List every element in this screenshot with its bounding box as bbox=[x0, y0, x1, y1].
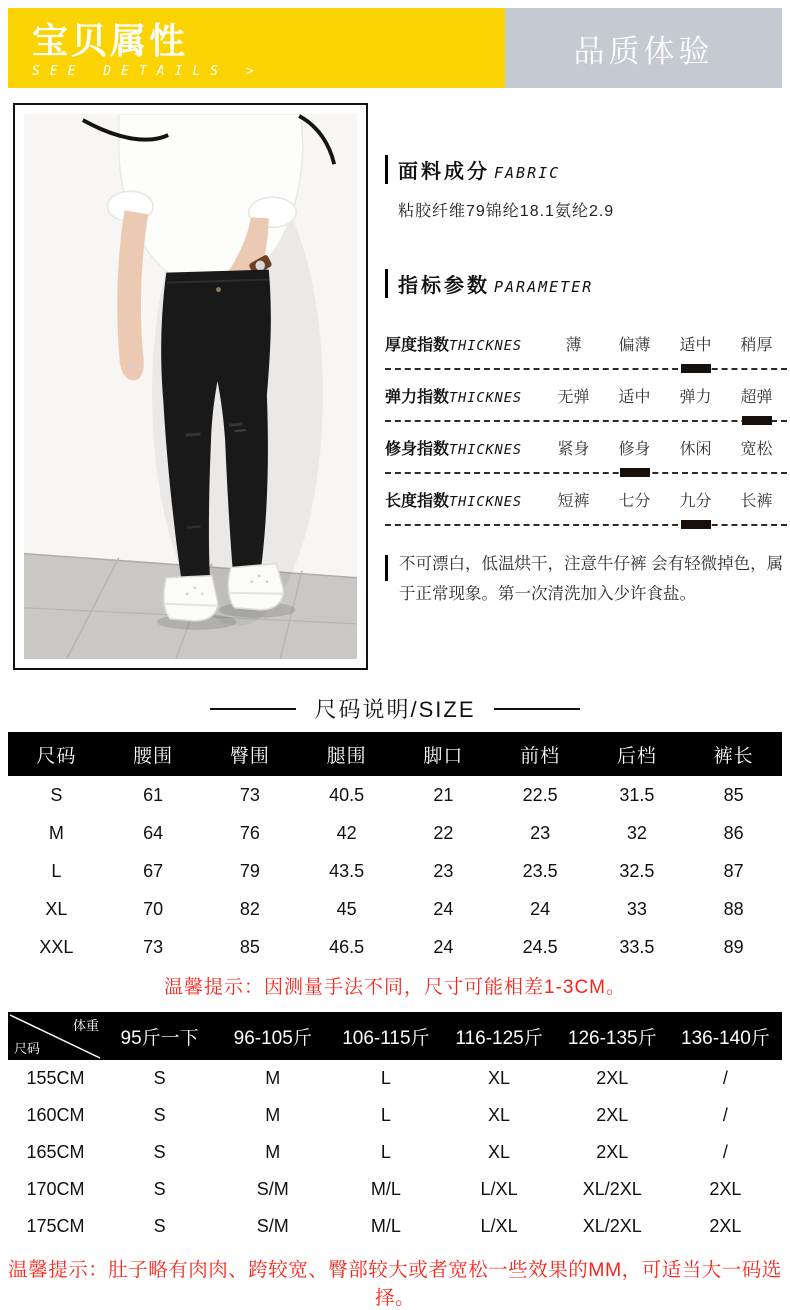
size-table-cell: 22.5 bbox=[522, 784, 558, 805]
weight-table-cell: 165CM bbox=[26, 1142, 85, 1162]
weight-table-cell: 175CM bbox=[26, 1216, 85, 1236]
size-table-cell: 79 bbox=[239, 860, 260, 881]
weight-table-cell: XL bbox=[488, 1068, 511, 1088]
weight-table-cell: XL/2XL bbox=[582, 1179, 642, 1199]
weight-column-header: 106-115斤 bbox=[342, 1027, 430, 1049]
indicator-selected-marker bbox=[742, 416, 772, 425]
size-table-cell: 70 bbox=[143, 898, 164, 919]
size-table-cell: 73 bbox=[239, 784, 260, 805]
size-column-header: 腿围 bbox=[326, 745, 367, 767]
weight-table-row bbox=[8, 1208, 782, 1245]
indicator-label-en: THICKNES bbox=[449, 338, 523, 354]
size-column-header: 后档 bbox=[616, 745, 657, 767]
size-table-cell: 24.5 bbox=[522, 936, 558, 957]
corner-label-weight: 体重 bbox=[72, 1018, 99, 1033]
weight-table-cell: L bbox=[380, 1105, 391, 1125]
indicator-option: 稍厚 bbox=[740, 337, 773, 354]
weight-table-cell: S bbox=[153, 1216, 166, 1236]
size-table-row bbox=[8, 776, 782, 814]
weight-table-cell: L bbox=[380, 1068, 391, 1088]
size-column-header: 尺码 bbox=[36, 745, 77, 767]
size-table-cell: XL bbox=[45, 898, 68, 919]
parameter-title-en: PARAMETER bbox=[494, 278, 594, 296]
size-table-cell: 61 bbox=[143, 784, 164, 805]
indicator-label bbox=[385, 332, 543, 355]
indicator-label-en: THICKNES bbox=[449, 494, 523, 510]
size-table-cell: 86 bbox=[723, 822, 744, 843]
size-table-cell: 22 bbox=[433, 822, 454, 843]
indicator-label-cn: 修身指数 bbox=[385, 441, 450, 458]
size-table-cell: 64 bbox=[143, 822, 164, 843]
size-table-cell: 32 bbox=[626, 822, 647, 843]
weight-column-header: 126-135斤 bbox=[567, 1027, 657, 1049]
indicator-row bbox=[385, 318, 787, 370]
size-table-cell: 23.5 bbox=[522, 860, 558, 881]
size-table-cell: 46.5 bbox=[329, 936, 365, 957]
page-subtitle: SEE DETAILS > bbox=[32, 63, 264, 79]
indicator-label-cn: 弹力指数 bbox=[385, 389, 450, 406]
size-table bbox=[8, 732, 782, 966]
weight-table-cell: L/XL bbox=[480, 1179, 518, 1199]
indicator-label-cn: 长度指数 bbox=[385, 493, 450, 510]
indicator-row bbox=[385, 474, 787, 526]
size-table-row bbox=[8, 928, 782, 966]
weight-table-cell: 2XL bbox=[596, 1142, 629, 1162]
indicator-list bbox=[385, 318, 787, 526]
weight-column-header: 96-105斤 bbox=[233, 1027, 312, 1049]
weight-table-cell: S bbox=[153, 1179, 166, 1199]
weight-table-cell: XL bbox=[488, 1142, 511, 1162]
weight-table-cell: / bbox=[722, 1142, 728, 1162]
size-table-cell: 21 bbox=[433, 784, 454, 805]
weight-table-corner-cell bbox=[8, 1012, 103, 1060]
indicator-option: 休闲 bbox=[679, 441, 712, 458]
size-title-text: 尺码说明/SIZE bbox=[314, 697, 476, 722]
indicator-option: 紧身 bbox=[557, 441, 590, 458]
size-table-cell: 24 bbox=[530, 898, 551, 919]
weight-table-cell: M bbox=[265, 1068, 281, 1088]
weight-table-row bbox=[8, 1171, 782, 1208]
size-table-cell: L bbox=[51, 860, 62, 881]
size-note: 温馨提示：因测量手法不同，尺寸可能相差1-3CM。 bbox=[163, 977, 626, 998]
size-table-cell: 82 bbox=[239, 898, 260, 919]
page-header bbox=[8, 8, 782, 88]
weight-table-cell: L bbox=[380, 1142, 391, 1162]
size-table-cell: XXL bbox=[39, 936, 74, 957]
indicator-selected-marker bbox=[681, 364, 711, 373]
indicator-option: 长裤 bbox=[740, 493, 773, 510]
care-note: 不可漂白，低温烘干，注意牛仔裤 会有轻微掉色，属于正常现象。第一次清洗加入少许食盐。 bbox=[385, 550, 787, 609]
title-rule-right bbox=[494, 708, 580, 710]
indicator-option: 超弹 bbox=[726, 384, 787, 407]
header-left-banner bbox=[8, 8, 505, 88]
size-table-row bbox=[8, 814, 782, 852]
indicator-option: 短裤 bbox=[557, 493, 590, 510]
weight-table-cell: / bbox=[722, 1068, 728, 1088]
weight-column-header: 95斤一下 bbox=[120, 1027, 199, 1049]
size-column-header: 臀围 bbox=[229, 745, 270, 767]
size-table-cell: 40.5 bbox=[329, 784, 365, 805]
size-table-cell: 24 bbox=[433, 936, 454, 957]
weight-table-cell: 155CM bbox=[26, 1068, 85, 1088]
size-table-cell: 85 bbox=[723, 784, 744, 805]
parameter-section-heading bbox=[385, 269, 787, 298]
size-table-cell: 32.5 bbox=[619, 860, 655, 881]
indicator-label bbox=[385, 384, 543, 407]
weight-table-cell: XL bbox=[488, 1105, 511, 1125]
fabric-composition: 粘胶纤维79锦纶18.1氨纶2.9 bbox=[398, 203, 615, 220]
weight-table-cell: 170CM bbox=[26, 1179, 85, 1199]
size-section-title bbox=[0, 693, 790, 724]
size-table-cell: M bbox=[48, 822, 64, 843]
size-table-cell: 89 bbox=[723, 936, 744, 957]
size-table-cell: 73 bbox=[143, 936, 164, 957]
indicator-option: 薄 bbox=[565, 337, 582, 354]
weight-table bbox=[8, 1012, 782, 1245]
weight-table-header bbox=[8, 1012, 782, 1060]
indicator-selected-marker bbox=[620, 468, 650, 477]
indicator-option: 适中 bbox=[665, 332, 726, 355]
weight-table-cell: S bbox=[153, 1142, 166, 1162]
size-table-cell: 45 bbox=[336, 898, 357, 919]
size-table-cell: 87 bbox=[723, 860, 744, 881]
weight-table-cell: M bbox=[265, 1105, 281, 1125]
indicator-option: 九分 bbox=[665, 488, 726, 511]
title-rule-left bbox=[210, 708, 296, 710]
indicator-option: 修身 bbox=[604, 436, 665, 459]
weight-column-header: 136-140斤 bbox=[681, 1027, 770, 1049]
indicator-row bbox=[385, 422, 787, 474]
indicator-selected-marker bbox=[681, 520, 711, 529]
size-table-cell: 67 bbox=[143, 860, 164, 881]
fabric-section-heading bbox=[385, 155, 787, 184]
indicator-option: 七分 bbox=[618, 493, 651, 510]
parameter-title-cn: 指标参数 bbox=[398, 275, 490, 297]
size-column-header: 裤长 bbox=[713, 745, 754, 767]
size-table-cell: 88 bbox=[723, 898, 744, 919]
weight-table-cell: XL/2XL bbox=[582, 1216, 642, 1236]
size-column-header: 腰围 bbox=[133, 745, 174, 767]
weight-table-cell: 2XL bbox=[596, 1068, 629, 1088]
size-table-body bbox=[8, 776, 782, 966]
size-table-cell: 42 bbox=[336, 822, 357, 843]
indicator-label bbox=[385, 436, 543, 459]
product-photo bbox=[13, 103, 368, 670]
size-table-row bbox=[8, 890, 782, 928]
weight-table-cell: S bbox=[153, 1105, 166, 1125]
weight-table-body bbox=[8, 1060, 782, 1245]
main-content bbox=[0, 103, 790, 670]
size-table-cell: 24 bbox=[433, 898, 454, 919]
indicator-label-cn: 厚度指数 bbox=[385, 337, 450, 354]
weight-table-cell: M/L bbox=[370, 1179, 401, 1199]
indicator-option: 偏薄 bbox=[618, 337, 651, 354]
weight-table-cell: S/M bbox=[256, 1179, 289, 1199]
weight-note: 温馨提示：肚子略有肉肉、跨较宽、臀部较大或者宽松一些效果的MM，可适当大一码选择。 bbox=[8, 1259, 782, 1309]
weight-table-row bbox=[8, 1134, 782, 1171]
size-table-cell: 85 bbox=[239, 936, 260, 957]
size-table-header bbox=[8, 732, 782, 776]
size-table-cell: 76 bbox=[239, 822, 260, 843]
weight-table-cell: 2XL bbox=[709, 1179, 742, 1199]
indicator-option: 宽松 bbox=[740, 441, 773, 458]
weight-table-cell: L/XL bbox=[480, 1216, 518, 1236]
fabric-title-en: FABRIC bbox=[494, 164, 561, 182]
indicator-label bbox=[385, 488, 543, 511]
indicator-label-en: THICKNES bbox=[449, 442, 523, 458]
weight-table-row bbox=[8, 1097, 782, 1134]
weight-column-header: 116-125斤 bbox=[455, 1027, 543, 1049]
corner-label-size: 尺码 bbox=[14, 1041, 41, 1056]
size-table-cell: 31.5 bbox=[619, 784, 655, 805]
indicator-option: 弹力 bbox=[679, 389, 712, 406]
size-column-header: 前档 bbox=[520, 745, 561, 767]
weight-table-cell: 2XL bbox=[596, 1105, 629, 1125]
indicator-label-en: THICKNES bbox=[449, 390, 523, 406]
size-table-cell: 23 bbox=[433, 860, 454, 881]
size-table-cell: 33.5 bbox=[619, 936, 655, 957]
indicator-option: 无弹 bbox=[557, 389, 590, 406]
weight-table-cell: S/M bbox=[256, 1216, 289, 1236]
size-column-header: 脚口 bbox=[423, 745, 464, 767]
page-title: 宝贝属性 bbox=[32, 20, 189, 61]
weight-table-row bbox=[8, 1060, 782, 1097]
size-table-row bbox=[8, 852, 782, 890]
size-table-cell: 23 bbox=[530, 822, 551, 843]
weight-table-cell: 160CM bbox=[26, 1105, 85, 1125]
indicator-option: 适中 bbox=[618, 389, 651, 406]
weight-table-cell: M bbox=[265, 1142, 281, 1162]
size-table-cell: 33 bbox=[626, 898, 647, 919]
header-right-banner: 品质体验 bbox=[505, 8, 782, 88]
weight-table-cell: S bbox=[153, 1068, 166, 1088]
size-table-cell: S bbox=[50, 784, 63, 805]
product-photo-illustration bbox=[24, 114, 357, 659]
fabric-title-cn: 面料成分 bbox=[398, 161, 490, 183]
size-table-cell: 43.5 bbox=[329, 860, 365, 881]
weight-table-cell: M/L bbox=[370, 1216, 401, 1236]
weight-table-cell: / bbox=[722, 1105, 728, 1125]
weight-table-cell: 2XL bbox=[709, 1216, 742, 1236]
info-column bbox=[368, 103, 790, 670]
indicator-row bbox=[385, 370, 787, 422]
